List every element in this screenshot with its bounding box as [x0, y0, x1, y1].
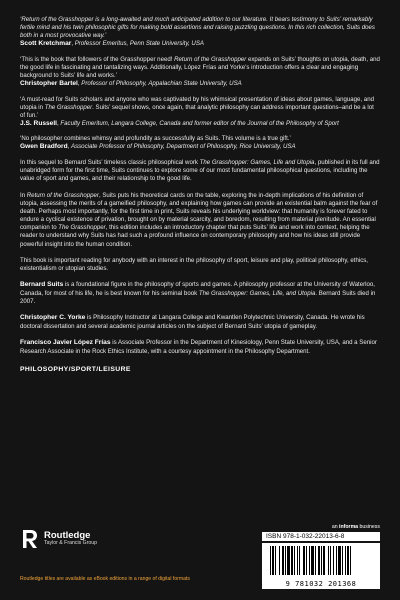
paragraph-part: This book is important reading for anybody with an interest in the philosophy of sport, leisure and play, political philosophy, ethics, existentialism or utopian studies. — [20, 256, 368, 272]
bio-part: . Bernard Suits died in 2007. — [20, 289, 376, 305]
isbn-block — [262, 524, 380, 589]
endorser-name: Scott Kretchmar — [20, 40, 72, 48]
informa-note — [262, 524, 380, 530]
paragraph-part: Return of the Grasshopper — [26, 191, 99, 199]
barcode-bar — [321, 546, 322, 575]
barcode-bar — [291, 546, 293, 575]
quote-text — [20, 56, 380, 80]
endorser-title: Professor Emeritus, Penn State University, USA — [74, 40, 204, 48]
endorser-title: Professor of Philosophy, Appalachian State University, USA — [81, 79, 242, 87]
bio-part: The Grasshopper: Games, Life, and Utopia — [198, 289, 316, 297]
bio-part: is Philosophy Instructor at Langara College and Kwantlen Polytechnic University, Canada. He wrote his doctoral dissertation and several academic journal articles on the subject of Bernard Suits’ utopia of gameplay. — [20, 314, 365, 330]
quote-attribution: Scott Kretchmar, Professor Emeritus, Penn State University, USA — [20, 40, 204, 48]
description-paragraph — [20, 159, 380, 183]
barcode-bar — [275, 546, 276, 575]
endorser-name: J.S. Russell — [20, 119, 58, 127]
barcode-bar — [299, 546, 300, 575]
paragraph-part: In — [20, 191, 27, 199]
paragraph-part: , Suits puts his theoretical cards on the table, exploring the in-depth implications of his definition of utopia, assessing the merits of a gameified philosophy, and explaining how games can provide an existential balm against the fear of death. Perhaps most importantly, for the first time in print, Suits reveals his underlying worldview: that humanity is forever fated to endure a cyclical existence of privation, brought on by material scarcity, and boredom, resulting from material plenitude. An essential companion to — [20, 191, 378, 232]
barcode-bar — [333, 546, 334, 575]
informa-suffix: business — [358, 524, 380, 530]
endorser-name: Gwen Bradford — [20, 143, 68, 151]
barcode-bar — [311, 546, 314, 575]
endorsement-quote — [20, 135, 380, 152]
quote-text — [20, 16, 380, 40]
barcode-bar — [345, 546, 346, 575]
quote-attribution: Christopher Bartel, Professor of Philosophy, Appalachian State University, USA — [20, 79, 242, 87]
barcode-bar — [323, 546, 325, 575]
barcode-bar — [282, 546, 284, 575]
barcode-bar — [285, 546, 286, 575]
bio-part: is a foundational figure in the philosophy of sports and games. A philosophy professor at the University of Waterloo, Canada, for most of his life, he is best known for his seminal book — [20, 281, 375, 297]
paragraph-part: In this sequel to Bernard Suits’ timeless classic philosophical work — [20, 159, 200, 167]
author-bio — [20, 339, 380, 356]
endorser-name: Christopher Bartel — [20, 79, 78, 87]
ebook-note: Routledge titles are available as eBook editions in a range of digital formats — [20, 576, 190, 582]
cover-footer — [20, 526, 380, 592]
quote-text-part: ‘No philosopher combines whimsy and profundity as successfully as Suits. This volume is a true gift.’ — [20, 135, 291, 143]
quote-text-part: . Suits’ sequel shows, once again, that analytic philosophy can address important questions–and be a lot of fun.’ — [20, 103, 374, 119]
barcode-bar — [338, 546, 341, 575]
barcode-bar — [303, 546, 305, 575]
barcode-bar — [294, 546, 295, 575]
barcode-bar — [306, 546, 307, 575]
author-name: Christopher C. Yorke — [20, 314, 86, 322]
barcode-number: 9 781032 201368 — [285, 580, 357, 588]
publisher-name: Routledge — [44, 529, 91, 541]
quote-text — [20, 135, 380, 143]
barcode-bar — [272, 546, 274, 575]
paragraph-part: The Grasshopper — [58, 224, 106, 232]
quote-text-part: expands on Suits’ thoughts on utopia, death, and the good life in fascinating and tantalizing ways. Additionally, López Frías and Yorke’s introduction offers a clear and engaging background to Suits’ life and works.’ — [20, 55, 380, 79]
endorsement-quote — [20, 16, 380, 49]
bio-part: is Associate Professor in the Department of Kinesiology, Penn State University, USA, and a Senior Research Associate in the Rock Ethics Institute, with a courtesy appointment in the Philosophy Department. — [20, 339, 377, 355]
isbn-label: ISBN 978-1-032-22013-6-8 — [262, 532, 380, 541]
barcode-bar — [287, 546, 290, 575]
paragraph-part: , this edition includes an introductory chapter that puts Suits’ life and work into context, helping the reader to understand why Suits has had such a profound influence on contemporary philosophy and how his ideas still provide powerful insight into the human condition. — [20, 224, 370, 248]
back-cover-text — [20, 16, 380, 373]
publisher-logo — [20, 528, 97, 550]
author-name: Bernard Suits — [20, 281, 64, 288]
paragraph-part: , published in its full and unabridged form for the first time, Suits continues to explore some of our most fundamental philosophical questions, including the value of sport and games, and their relationship to the good life. — [20, 159, 380, 183]
barcode-bar — [342, 546, 343, 575]
quote-text — [20, 96, 380, 120]
informa-prefix: an — [331, 524, 340, 530]
quote-text-part: ‘Return of the Grasshopper is a long-awaited and much anticipated addition to our literature. It bears testimony to Suits’ remarkably fertile mind and his twin philosophic gifts for making bold assertions and raising puzzling questions. In this rich collection, Suits does both in a most provocative way.’ — [20, 16, 375, 40]
publisher-group: Taylor & Francis Group — [44, 540, 98, 547]
author-name: Francisco Javier López Frías — [20, 339, 111, 347]
barcode-bar — [328, 546, 329, 575]
barcode-bar — [297, 546, 298, 575]
quote-text-part: The Grasshopper — [44, 103, 93, 111]
author-bio — [20, 281, 380, 306]
endorser-title: Associate Professor of Philosophy, Department of Philosophy, Rice University, USA — [71, 143, 296, 151]
informa-word: informa — [339, 524, 359, 530]
paragraph-part: The Grasshopper: Games, Life and Utopia — [199, 159, 315, 167]
description-paragraph — [20, 192, 380, 249]
endorser-title: Faculty Emeritum, Langara College, Canada and former editor of the Journal of the Philosophy of Sport — [60, 119, 339, 127]
barcode-bar — [270, 546, 271, 575]
routledge-r-icon — [20, 528, 40, 550]
author-bio — [20, 314, 380, 331]
description-paragraph — [20, 257, 380, 273]
barcode-bar — [318, 546, 320, 575]
subject-categories: PHILOSOPHY/SPORT/LEISURE — [20, 366, 131, 374]
quote-attribution: Gwen Bradford, Associate Professor of Philosophy, Department of Philosophy, Rice University, USA — [20, 143, 296, 151]
barcode-bar — [350, 546, 351, 575]
barcode-bar — [279, 546, 280, 575]
barcode-bar — [347, 546, 349, 575]
quote-text-part: ‘A must-read for Suits scholars and anyone who was captivated by his whimsical presentation of ideas about games, language, and utopia in — [20, 95, 374, 111]
barcode-bar — [315, 546, 316, 575]
barcode-bar — [336, 546, 337, 575]
barcode-bar — [309, 546, 310, 575]
barcode-bars — [262, 543, 380, 579]
barcode — [262, 543, 380, 589]
endorsement-quote — [20, 56, 380, 89]
quote-text-part: Return of the Grasshopper — [174, 55, 247, 63]
barcode-bar — [330, 546, 331, 575]
quote-attribution: J.S. Russell, Faculty Emeritum, Langara College, Canada and former editor of the Journal of the Philosophy of Sport — [20, 119, 339, 127]
quote-text-part: ‘This is the book that followers of the Grasshopper need! — [20, 55, 175, 63]
endorsement-quote — [20, 96, 380, 129]
